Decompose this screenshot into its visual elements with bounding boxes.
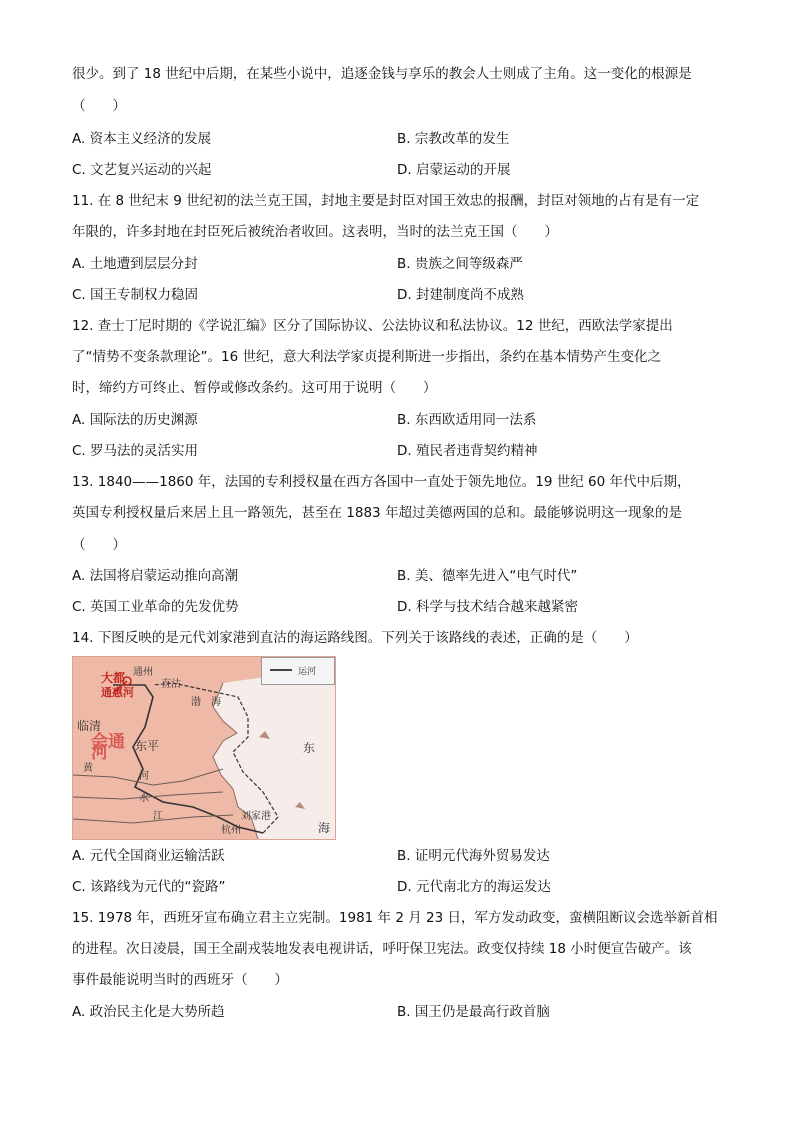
- legend-line-icon: [270, 669, 292, 671]
- sea-area: [213, 667, 335, 839]
- q14-option-c[interactable]: C. 该路线为元代的“瓷路”: [72, 879, 226, 895]
- q13-option-a[interactable]: A. 法国将启蒙运动推向高潮: [72, 568, 239, 584]
- q12-option-a[interactable]: A. 国际法的历史渊源: [72, 412, 198, 428]
- q13-option-b[interactable]: B. 美、德率先进入“电气时代”: [397, 568, 578, 584]
- label-jiang: 江: [153, 811, 163, 822]
- label-tonghui: 通惠河: [101, 686, 134, 699]
- q10-text-line-1: 很少。到了 18 世纪中后期，在某些小说中，追逐金钱与享乐的教会人士则成了主角。这一变化的根源是: [72, 66, 692, 82]
- label-tongzhou: 通州: [133, 667, 153, 678]
- q11-option-b[interactable]: B. 贵族之间等级森严: [397, 256, 523, 272]
- q14-stem: 14. 下图反映的是元代刘家港到直沽的海运路线图。下列关于该路线的表述，正确的是（ ）: [72, 630, 638, 646]
- q13-stem-line-2: 英国专利授权量后来居上且一路领先，甚至在 1883 年超过美德两国的总和。最能够说明这一现象的是: [72, 505, 682, 521]
- q12-stem-line-3: 时，缔约方可终止、暂停或修改条约。这可用于说明（ ）: [72, 380, 437, 396]
- map-legend: [261, 657, 335, 685]
- q12-option-d[interactable]: D. 殖民者违背契约精神: [397, 443, 538, 459]
- yuan-sea-route-map: [72, 656, 336, 840]
- label-shui: 水: [139, 793, 149, 804]
- q13-option-c[interactable]: C. 英国工业革命的先发优势: [72, 599, 239, 615]
- q15-option-b[interactable]: B. 国王仍是最高行政首脑: [397, 1004, 550, 1020]
- q14-option-d[interactable]: D. 元代南北方的海运发达: [397, 879, 551, 895]
- label-dadu: 大都: [101, 671, 126, 685]
- q13-stem-line-3: （ ）: [72, 537, 126, 553]
- label-bohai: 渤 海: [191, 697, 221, 708]
- q14-option-a[interactable]: A. 元代全国商业运输活跃: [72, 848, 225, 864]
- q11-option-d[interactable]: D. 封建制度尚不成熟: [397, 287, 524, 303]
- q13-option-d[interactable]: D. 科学与技术结合越来越紧密: [397, 599, 578, 615]
- q10-option-b[interactable]: B. 宗教改革的发生: [397, 131, 510, 147]
- q12-option-c[interactable]: C. 罗马法的灵活实用: [72, 443, 199, 459]
- q15-stem-line-1: 15. 1978 年，西班牙宣布确立君主立宪制。1981 年 2 月 23 日，军方发动政变，蛮横阻断议会选举新首相: [72, 910, 718, 926]
- label-he: 河: [139, 771, 149, 782]
- label-huang: 黄: [83, 763, 93, 774]
- label-dongping: 东平: [135, 739, 160, 753]
- q13-stem-line-1: 13. 1840——1860 年，法国的专利授权量在西方各国中一直处于领先地位。19 世纪 60 年代中后期，: [72, 474, 691, 490]
- label-linqing: 临清: [77, 719, 102, 733]
- q11-stem-line-2: 年限的，许多封地在封臣死后被统治者收回。这表明，当时的法兰克王国（ ）: [72, 224, 558, 240]
- label-huitong: 会通河: [91, 732, 125, 763]
- q10-text-line-2: （ ）: [72, 98, 126, 114]
- label-hai: 海: [318, 821, 331, 835]
- q11-stem-line-1: 11. 在 8 世纪末 9 世纪初的法兰克王国，封地主要是封臣对国王效忠的报酬，封臣对领地的占有是有一定: [72, 193, 700, 209]
- q11-option-c[interactable]: C. 国王专制权力稳固: [72, 287, 199, 303]
- label-hangzhou: 杭州: [221, 825, 241, 836]
- label-liujiagang: 刘家港: [241, 811, 271, 822]
- q10-option-a[interactable]: A. 资本主义经济的发展: [72, 131, 212, 147]
- q15-stem-line-2: 的进程。次日凌晨，国王全副戎装地发表电视讲话，呼吁保卫宪法。政变仅持续 18 小时便宣告破产。该: [72, 941, 692, 957]
- q15-stem-line-3: 事件最能说明当时的西班牙（ ）: [72, 972, 288, 988]
- q14-option-b[interactable]: B. 证明元代海外贸易发达: [397, 848, 550, 864]
- q12-option-b[interactable]: B. 东西欧适用同一法系: [397, 412, 537, 428]
- q12-stem-line-2: 了“情势不变条款理论”。16 世纪，意大利法学家贞提利斯进一步指出，条约在基本情势产生变化之: [72, 349, 661, 365]
- label-zhigu: 直沽: [161, 679, 181, 690]
- q10-option-c[interactable]: C. 文艺复兴运动的兴起: [72, 162, 212, 178]
- q15-option-a[interactable]: A. 政治民主化是大势所趋: [72, 1004, 225, 1020]
- q12-stem-line-1: 12. 查士丁尼时期的《学说汇编》区分了国际协议、公法协议和私法协议。12 世纪，西欧法学家提出: [72, 318, 673, 334]
- label-east: 东: [303, 741, 316, 755]
- legend-label: 运河: [298, 667, 317, 677]
- q11-option-a[interactable]: A. 土地遭到层层分封: [72, 256, 198, 272]
- q10-option-d[interactable]: D. 启蒙运动的开展: [397, 162, 511, 178]
